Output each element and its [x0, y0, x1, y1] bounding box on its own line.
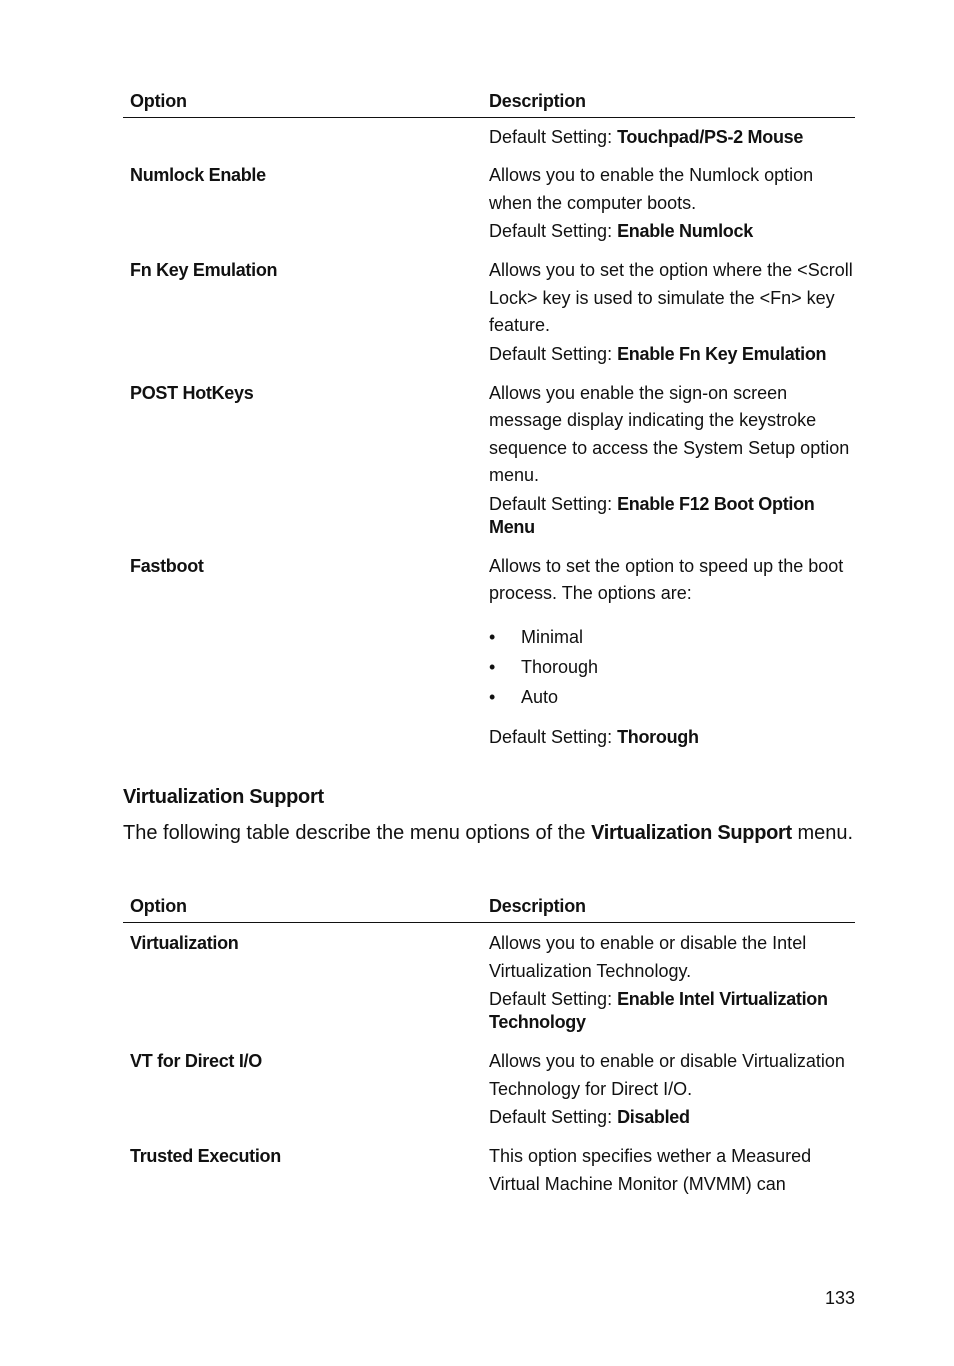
table-row: [123, 553, 855, 749]
default-setting-label: Default Setting:: [489, 726, 618, 747]
list-item: • Auto: [489, 682, 855, 712]
default-setting: [489, 126, 855, 149]
option-column-header: Option: [130, 91, 187, 111]
default-setting: [489, 726, 855, 749]
default-setting-label: Default Setting:: [489, 1107, 618, 1127]
default-setting-label: Default Setting:: [489, 127, 618, 147]
option-description: Allows you to enable or disable Virtualization Technology for Direct I/O.: [489, 1051, 845, 1099]
option-description: Allows you enable the sign-on screen message display indicating the keystroke sequence to access the System Setup option menu.: [489, 382, 850, 485]
bullet-icon: •: [489, 686, 496, 707]
description-column-header: Description: [489, 896, 586, 916]
default-setting-label: Default Setting:: [489, 221, 618, 241]
options-list: [489, 622, 855, 712]
bullet-icon: •: [489, 626, 496, 647]
default-setting: [489, 1106, 855, 1129]
section-title: Virtualization Support: [123, 786, 324, 808]
list-item: • Thorough: [489, 652, 855, 682]
default-setting-value: Thorough: [617, 726, 699, 747]
description-column-header: Description: [489, 91, 586, 111]
list-item: • Minimal: [489, 622, 855, 652]
option-description: Allows to set the option to speed up the boot process. The options are:: [489, 555, 844, 603]
options-table-2: [123, 893, 855, 1198]
default-setting-value: Disabled: [617, 1107, 690, 1127]
option-description: Allows you to set the option where the <Scroll Lock> key is used to simulate the <Fn> key feature.: [489, 260, 853, 335]
default-setting-value: Enable Intel Virtualization Technology: [489, 989, 828, 1032]
options-table-1: [123, 88, 855, 749]
section-intro: The following table describe the menu options of the Virtualization Support menu.: [123, 822, 854, 844]
option-name: Fn Key Emulation: [130, 260, 278, 280]
option-name: POST HotKeys: [130, 382, 254, 403]
bullet-icon: •: [489, 656, 496, 677]
default-setting: [489, 343, 855, 366]
option-name: Virtualization: [130, 933, 239, 953]
menu-name: Virtualization Support: [591, 822, 792, 844]
option-column-header: Option: [130, 896, 187, 916]
default-setting: [489, 220, 855, 243]
option-name: Trusted Execution: [130, 1146, 281, 1166]
default-setting-value: Touchpad/PS-2 Mouse: [617, 127, 804, 147]
table-row: [123, 1143, 855, 1198]
table-row: [123, 930, 855, 1034]
option-name: VT for Direct I/O: [130, 1051, 262, 1071]
option-name: Numlock Enable: [130, 165, 266, 185]
table-header: [123, 893, 855, 923]
default-setting: [489, 988, 855, 1034]
option-description: Allows you to enable or disable the Intel Virtualization Technology.: [489, 933, 807, 981]
option-description: This option specifies wether a Measured Virtual Machine Monitor (MVMM) can: [489, 1146, 812, 1194]
table-row: [123, 1048, 855, 1129]
option-name: Fastboot: [130, 555, 204, 576]
default-setting-label: Default Setting:: [489, 989, 618, 1009]
default-setting-label: Default Setting:: [489, 493, 618, 514]
default-setting-value: Enable F12 Boot Option Menu: [489, 493, 815, 537]
default-setting-value: Enable Numlock: [617, 221, 753, 241]
default-setting-label: Default Setting:: [489, 343, 618, 364]
table-header: [123, 88, 855, 118]
table-row: [123, 380, 855, 539]
default-setting-value: Enable Fn Key Emulation: [617, 343, 827, 364]
option-description: Allows you to enable the Numlock option when the computer boots.: [489, 165, 814, 213]
page-number: 133: [824, 1288, 855, 1308]
table-row: [123, 123, 855, 149]
table-row: [123, 162, 855, 243]
default-setting: [489, 493, 855, 539]
table-row: [123, 257, 855, 366]
